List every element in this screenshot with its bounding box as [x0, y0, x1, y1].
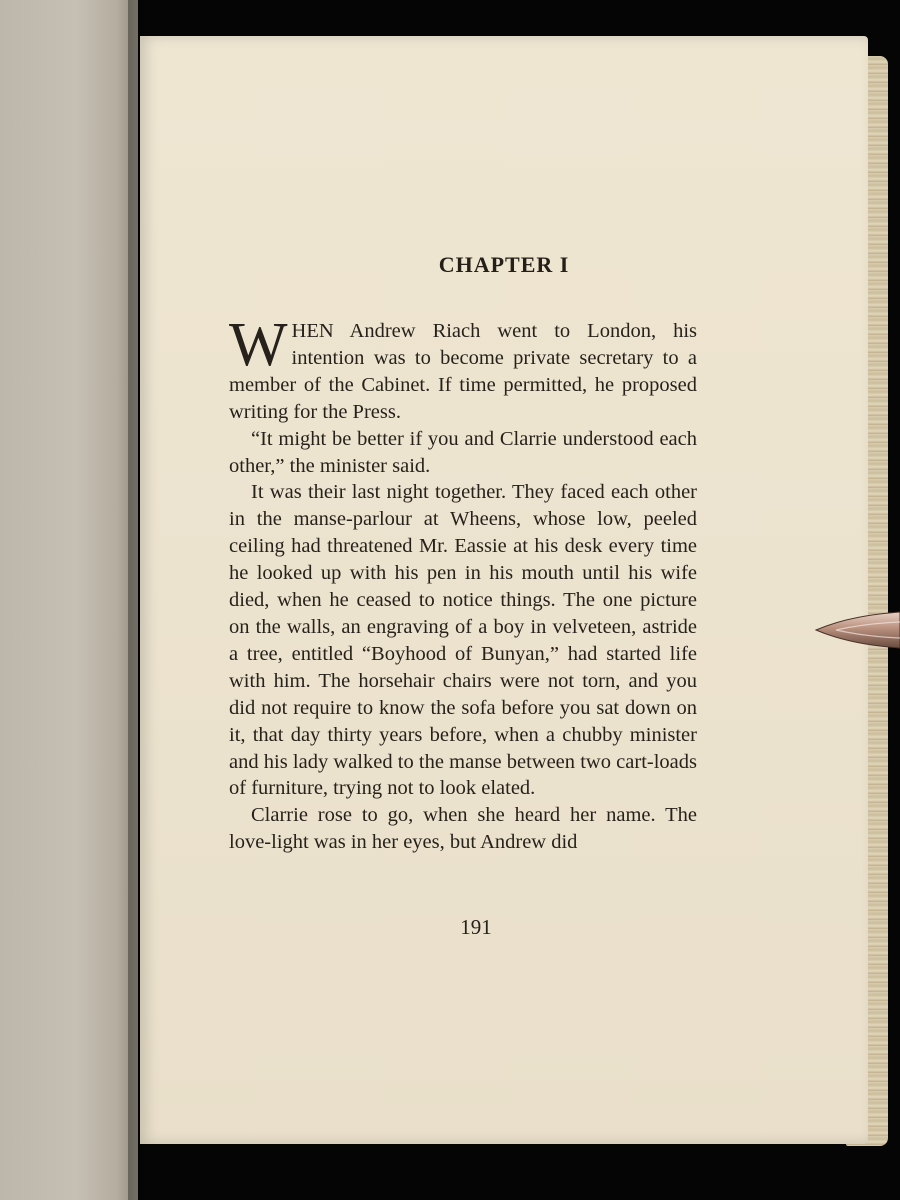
body-text: [229, 311, 697, 856]
paragraph-1-text: HEN Andrew Riach went to London, his intention was to become private secretary to a member of the Cabinet. If time permitted, he proposed writing for the Press.: [229, 320, 697, 423]
page-number: 191: [460, 915, 492, 939]
paragraph-4: Clarrie rose to go, when she heard her name. The love-light was in her eyes, but Andrew did: [229, 804, 697, 854]
drop-cap: W: [229, 311, 288, 379]
paragraph-2: “It might be better if you and Clarrie understood each other,” the minister said.: [229, 427, 697, 477]
left-page: [0, 0, 138, 1200]
paragraph-1: [229, 311, 697, 426]
paragraph-3: It was their last night together. They faced each other in the manse-parlour at Wheens, whose low, peeled ceiling had threatened Mr. Eassie at his desk every time he looked up with his pen in his mouth until his wife died, when he ceased to notice things. The one picture on the walls, an engraving of a boy in velveteen, astride a tree, entitled “Boyhood of Bunyan,” had started life with him. The horsehair chairs were not torn, and you did not require to know the sofa before you sat down on it, that day thirty years before, when a chubby minister and his lady walked to the manse between two cart-loads of furniture, trying not to look elated.: [229, 481, 697, 800]
metal-bookmark-icon: [814, 608, 900, 652]
chapter-title: CHAPTER I: [438, 252, 570, 277]
